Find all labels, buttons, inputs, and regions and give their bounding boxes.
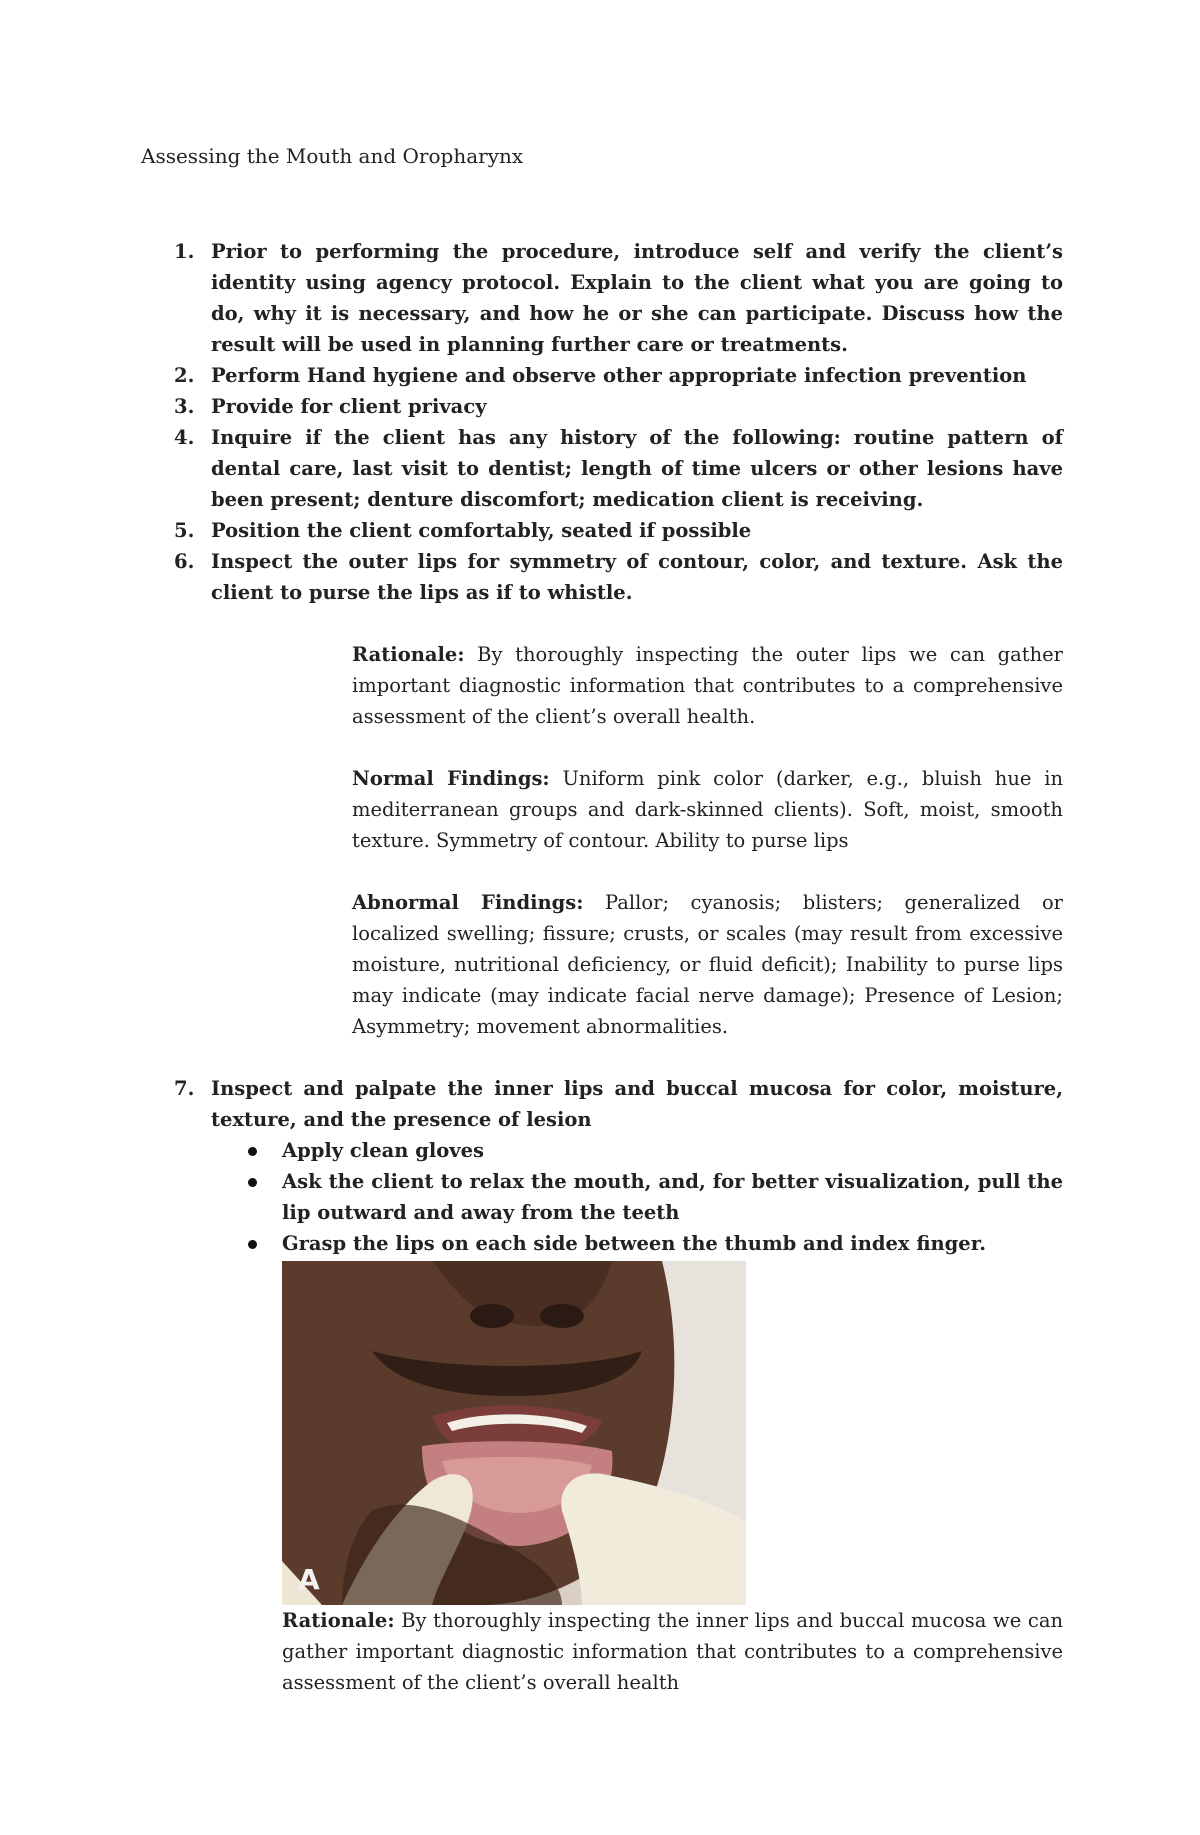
step-number: 7. bbox=[174, 1077, 195, 1100]
step-number: 6. bbox=[174, 550, 195, 573]
normal-findings-block bbox=[352, 763, 1063, 856]
photo-label: A bbox=[298, 1563, 320, 1596]
bullet-text: Apply clean gloves bbox=[282, 1139, 484, 1162]
step-text: Position the client comfortably, seated if possible bbox=[211, 519, 752, 542]
step-number: 2. bbox=[174, 364, 195, 387]
bullet-text: Grasp the lips on each side between the thumb and index finger. bbox=[282, 1232, 986, 1255]
rationale-block bbox=[352, 639, 1063, 732]
inner-lip-examination-photo bbox=[282, 1261, 746, 1605]
step-7 bbox=[141, 1073, 1063, 1698]
step-text: Inquire if the client has any history of the following: routine pattern of dental care, last visit to dentist; length of time ulcers or other lesions have been present; denture discomfort; medication client is receiving. bbox=[211, 426, 1063, 511]
abnormal-findings-block bbox=[352, 887, 1063, 1042]
photo-illustration bbox=[282, 1261, 746, 1605]
step-number: 1. bbox=[174, 240, 195, 263]
bullet-item bbox=[211, 1166, 1063, 1228]
abnormal-findings-text: Pallor; cyanosis; blisters; generalized or localized swelling; fissure; crusts, or scales (may result from excessive moisture, nutritional deficiency, or fluid deficit); Inability to purse lips may indicate (may indicate facial nerve damage); Presence of Lesion; Asymmetry; movement abnormalities. bbox=[352, 891, 1064, 1038]
step-number: 4. bbox=[174, 426, 195, 449]
rationale-text: By thoroughly inspecting the inner lips and buccal mucosa we can gather important diagnostic information that contributes to a comprehensive assessment of the client’s overall health bbox=[282, 1609, 1063, 1694]
bullet-icon bbox=[248, 1178, 257, 1187]
rationale-text: By thoroughly inspecting the outer lips we can gather important diagnostic information that contributes to a comprehensive assessment of the client’s overall health. bbox=[352, 643, 1063, 728]
bullet-icon bbox=[248, 1147, 257, 1156]
bullet-item bbox=[211, 1135, 1063, 1166]
step-3 bbox=[141, 391, 1063, 422]
bullet-text: Ask the client to relax the mouth, and, for better visualization, pull the lip outward and away from the teeth bbox=[282, 1170, 1063, 1224]
step-text: Inspect and palpate the inner lips and buccal mucosa for color, moisture, texture, and the presence of lesion bbox=[211, 1077, 1063, 1131]
step-4 bbox=[141, 422, 1063, 515]
rationale-label: Rationale: bbox=[352, 643, 465, 666]
rationale-label: Rationale: bbox=[282, 1609, 395, 1632]
document-title: Assessing the Mouth and Oropharynx bbox=[141, 144, 524, 168]
rationale-block bbox=[282, 1605, 1063, 1698]
step-number: 5. bbox=[174, 519, 195, 542]
step-7-bullets bbox=[211, 1135, 1063, 1259]
normal-findings-label: Normal Findings: bbox=[352, 767, 550, 790]
step-1 bbox=[141, 236, 1063, 360]
step-text: Perform Hand hygiene and observe other appropriate infection prevention bbox=[211, 364, 1027, 387]
bullet-item bbox=[211, 1228, 1063, 1259]
abnormal-findings-label: Abnormal Findings: bbox=[352, 891, 584, 914]
step-text: Prior to performing the procedure, introduce self and verify the client’s identity using agency protocol. Explain to the client what you are going to do, why it is necessary, and how he or she can participate. Discuss how the result will be used in planning further care or treatments. bbox=[211, 240, 1063, 356]
procedure-steps bbox=[141, 236, 1063, 1698]
step-number: 3. bbox=[174, 395, 195, 418]
spacer bbox=[211, 1042, 1063, 1073]
step-text: Provide for client privacy bbox=[211, 395, 487, 418]
step-text: Inspect the outer lips for symmetry of contour, color, and texture. Ask the client to purse the lips as if to whistle. bbox=[211, 550, 1063, 604]
normal-findings-text: Uniform pink color (darker, e.g., bluish hue in mediterranean groups and dark-skinned clients). Soft, moist, smooth texture. Symmetry of contour. Ability to purse lips bbox=[352, 767, 1064, 852]
bullet-icon bbox=[248, 1240, 257, 1249]
step-5 bbox=[141, 515, 1063, 546]
step-2 bbox=[141, 360, 1063, 391]
step-6 bbox=[141, 546, 1063, 1073]
